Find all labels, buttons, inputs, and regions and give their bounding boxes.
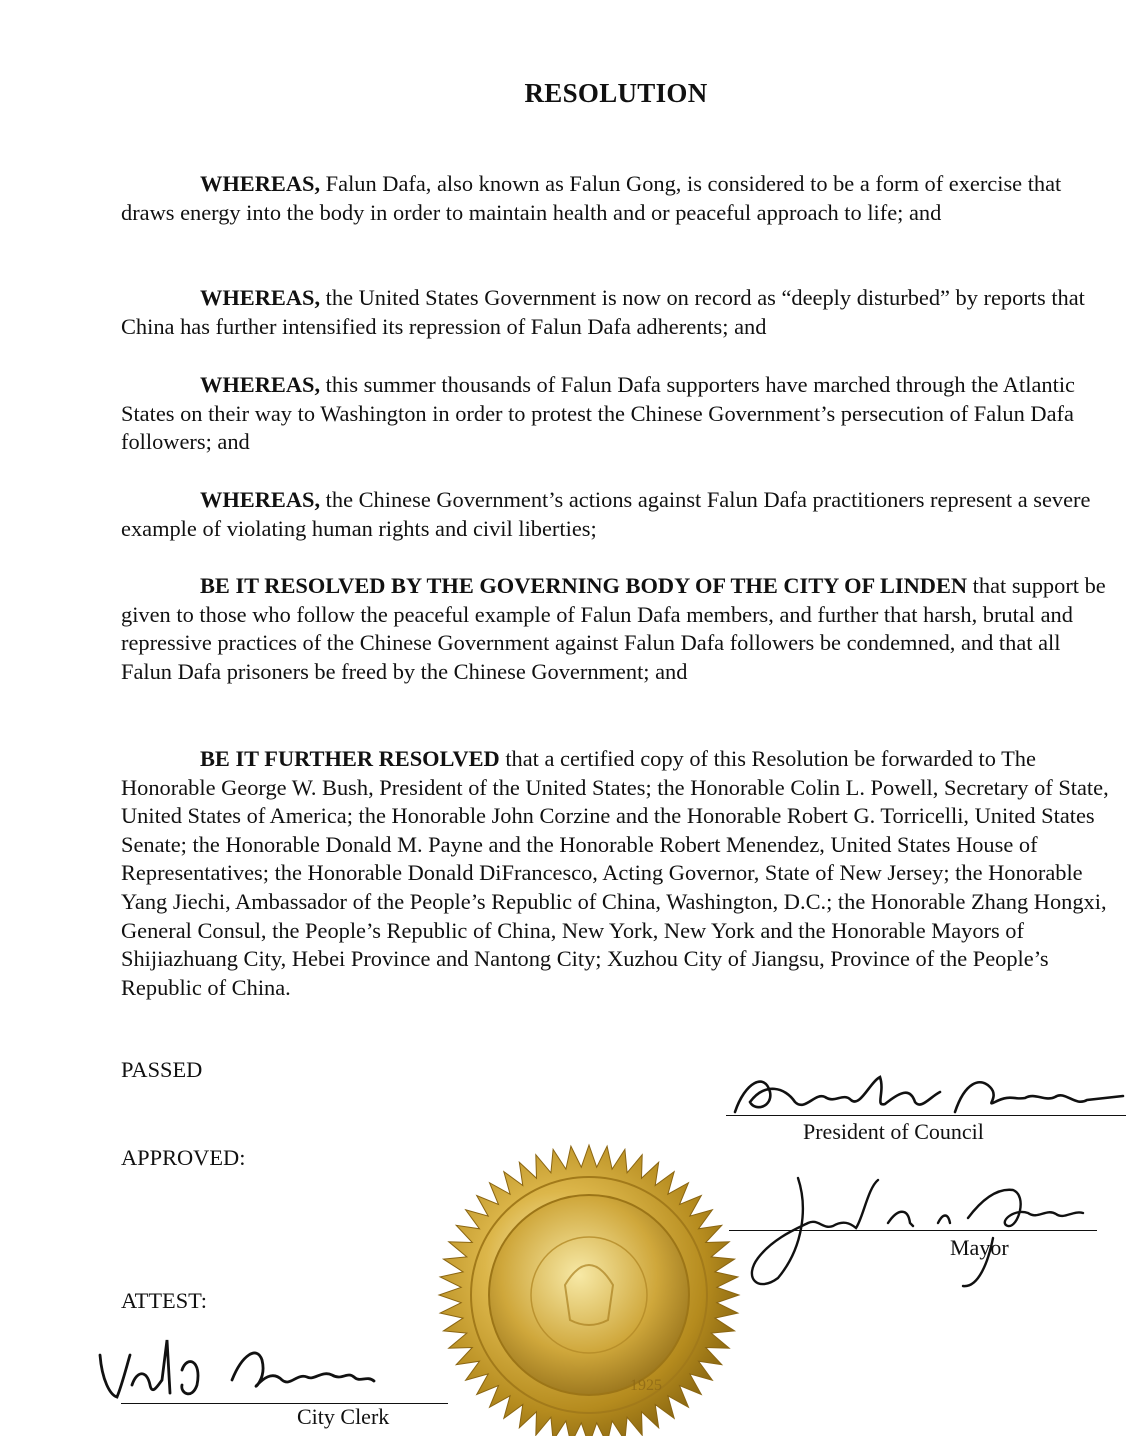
paragraph-text: this summer thousands of Falun Dafa supporters have marched through the Atlantic States on their way to Washington in order to protest the Chinese Government’s persecution of Falun Dafa followers; and [121, 372, 1075, 455]
clerk-signature-icon [92, 1325, 382, 1410]
paragraph-lead: BE IT RESOLVED BY THE GOVERNING BODY OF THE CITY OF LINDEN [200, 573, 968, 598]
mayor-signature-icon [738, 1168, 1108, 1298]
whereas-paragraph-2 [121, 284, 1111, 341]
paragraph-lead: WHEREAS, [200, 372, 321, 397]
paragraph-lead: BE IT FURTHER RESOLVED [200, 746, 500, 771]
president-signature-line [726, 1115, 1126, 1116]
whereas-paragraph-4 [121, 486, 1111, 543]
mayor-title: Mayor [950, 1235, 1009, 1260]
clerk-signature-line [121, 1403, 448, 1404]
seal-inner-disc [489, 1195, 689, 1395]
whereas-paragraph-1 [121, 170, 1111, 227]
paragraph-lead: WHEREAS, [200, 285, 321, 310]
further-resolved-paragraph [121, 745, 1111, 1002]
paragraph-lead: WHEREAS, [200, 171, 321, 196]
paragraph-text: that support be given to those who follow the peaceful example of Falun Dafa members, and further that harsh, brutal and repressive practices of the Chinese Government against Falun Dafa followers be condemned, and that all Falun Dafa prisoners be freed by the Chinese Government; and [121, 573, 1106, 684]
resolved-paragraph [121, 572, 1111, 686]
mayor-signature-line [729, 1230, 1097, 1231]
passed-label: PASSED [121, 1057, 203, 1082]
president-title: President of Council [803, 1119, 984, 1144]
paragraph-text: that a certified copy of this Resolution be forwarded to The Honorable George W. Bush, President of the United States; the Honorable Colin L. Powell, Secretary of State, United States of America; the Honorable John Corzine and the Honorable Robert G. Torricelli, United States Senate; the Honorable Donald M. Payne and the Honorable Robert Menendez, United States House of Representatives; the Honorable Donald DiFrancesco, Acting Governor, State of New Jersey; the Honorable Yang Jiechi, Ambassador of the People’s Republic of China, Washington, D.C.; the Honorable Zhang Hongxi, General Consul, the People’s Republic of China, New York, New York and the Honorable Mayors of Shijiazhuang City, Hebei Province and Nantong City; Xuzhou City of Jiangsu, Province of the People’s Republic of China. [121, 746, 1109, 1000]
paragraph-lead: WHEREAS, [200, 487, 321, 512]
clerk-title: City Clerk [297, 1404, 390, 1429]
president-signature-icon [725, 1062, 1125, 1122]
gold-seal [430, 1135, 748, 1436]
attest-label: ATTEST: [121, 1288, 207, 1313]
approved-label: APPROVED: [121, 1145, 246, 1170]
document-title: RESOLUTION [524, 78, 708, 108]
paragraph-text: Falun Dafa, also known as Falun Gong, is considered to be a form of exercise that draws energy into the body in order to maintain health and or peaceful approach to life; and [121, 171, 1062, 225]
seal-year: 1925 [630, 1377, 662, 1394]
paragraph-text: the Chinese Government’s actions against Falun Dafa practitioners represent a severe example of violating human rights and civil liberties; [121, 487, 1091, 541]
whereas-paragraph-3 [121, 371, 1111, 457]
paragraph-text: the United States Government is now on record as “deeply disturbed” by reports that China has further intensified its repression of Falun Dafa adherents; and [121, 285, 1085, 339]
